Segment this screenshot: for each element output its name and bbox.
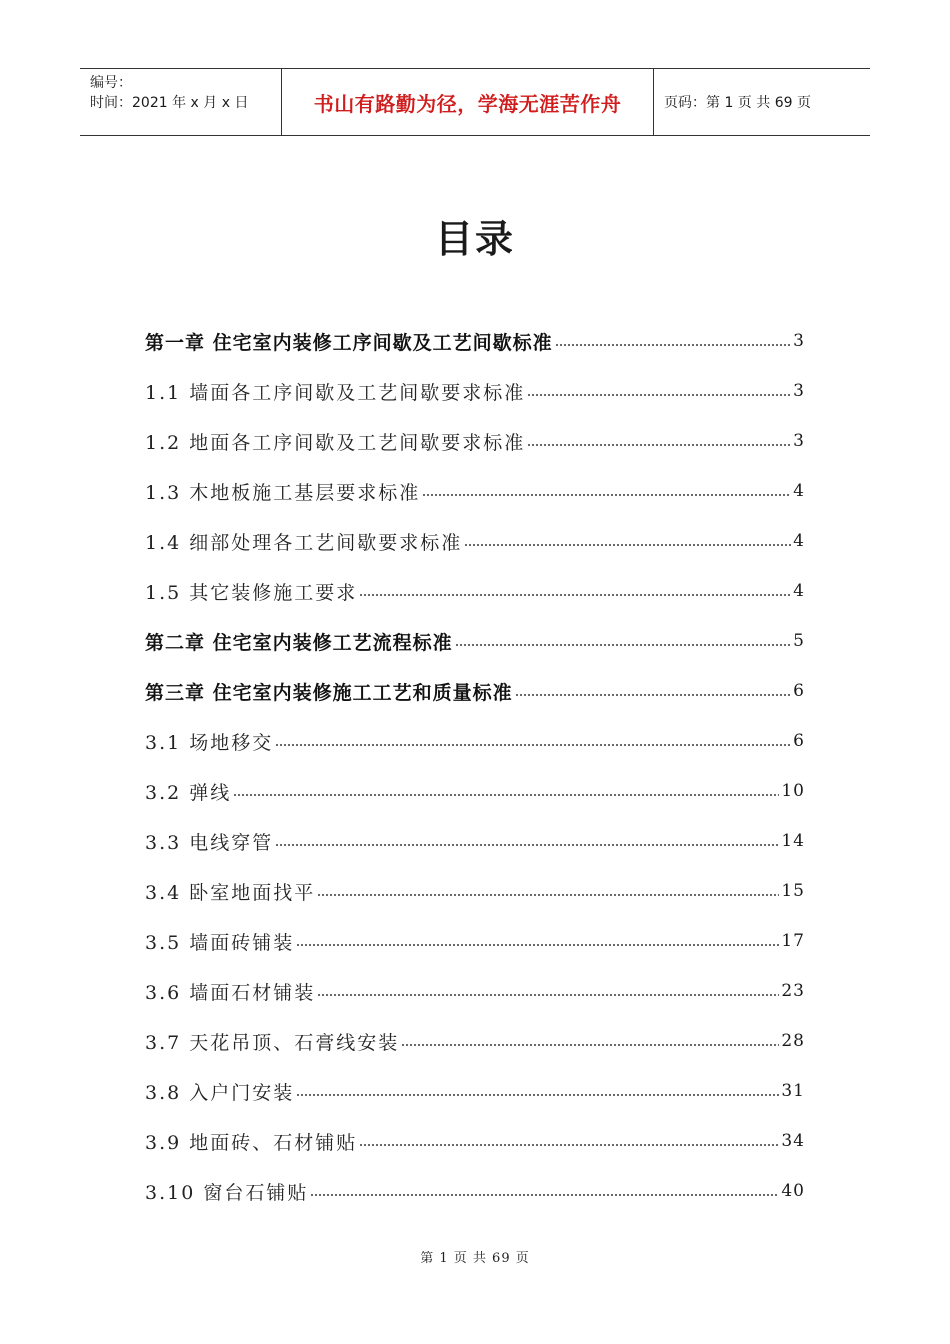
toc-entry-page-number: 10 [781, 781, 805, 801]
toc-entry-page-number: 15 [781, 881, 805, 901]
toc-entry-label: 3.9 地面砖、石材铺贴 [145, 1131, 358, 1154]
toc-entry-label: 3.6 墙面石材铺装 [145, 981, 316, 1004]
document-number-label: 编号： [90, 75, 132, 91]
toc-entry-page-number: 34 [781, 1131, 805, 1151]
toc-entry-label: 3.5 墙面砖铺装 [145, 931, 295, 954]
toc-dot-leader [275, 844, 779, 846]
toc-dot-leader [527, 394, 791, 396]
toc-section-entry[interactable] [145, 416, 805, 466]
toc-section-entry[interactable] [145, 466, 805, 516]
toc-chapter-entry[interactable] [145, 666, 805, 716]
toc-entry-label: 3.2 弹线 [145, 781, 232, 804]
toc-dot-leader [515, 694, 792, 696]
toc-dot-leader [464, 544, 791, 546]
toc-section-entry[interactable] [145, 866, 805, 916]
toc-chapter-entry[interactable] [145, 616, 805, 666]
header-page-cell [654, 69, 870, 135]
toc-section-entry[interactable] [145, 716, 805, 766]
toc-entry-label: 第三章 住宅室内装修施工工艺和质量标准 [145, 681, 513, 704]
header-page-info: 页码：第 1 页 共 69 页 [664, 95, 811, 111]
toc-entry-label: 1.1 墙面各工序间歇及工艺间歇要求标准 [145, 381, 526, 404]
toc-dot-leader [527, 444, 791, 446]
toc-entry-label: 1.2 地面各工序间歇及工艺间歇要求标准 [145, 431, 526, 454]
toc-entry-page-number: 40 [781, 1181, 805, 1201]
header-motto-cell [282, 69, 654, 135]
toc-entry-page-number: 31 [781, 1081, 805, 1101]
toc-section-entry[interactable] [145, 516, 805, 566]
toc-dot-leader [317, 894, 779, 896]
toc-entry-label: 1.4 细部处理各工艺间歇要求标准 [145, 531, 463, 554]
toc-entry-page-number: 3 [793, 381, 805, 401]
toc-entry-label: 第二章 住宅室内装修工艺流程标准 [145, 631, 453, 654]
header-meta [80, 69, 282, 135]
toc-dot-leader [275, 744, 791, 746]
toc-section-entry[interactable] [145, 1116, 805, 1166]
toc-section-entry[interactable] [145, 766, 805, 816]
toc-section-entry[interactable] [145, 1166, 805, 1216]
toc-entry-label: 3.7 天花吊顶、石膏线安装 [145, 1031, 400, 1054]
toc-entry-label: 3.8 入户门安装 [145, 1081, 295, 1104]
toc-entry-page-number: 4 [793, 531, 805, 551]
toc-dot-leader [555, 344, 792, 346]
toc-section-entry[interactable] [145, 916, 805, 966]
toc-dot-leader [455, 644, 792, 646]
toc-entry-page-number: 17 [781, 931, 805, 951]
toc-entry-page-number: 5 [793, 631, 805, 651]
toc-chapter-entry[interactable] [145, 316, 805, 366]
toc-section-entry[interactable] [145, 966, 805, 1016]
toc-entry-page-number: 3 [793, 431, 805, 451]
toc-section-entry[interactable] [145, 816, 805, 866]
toc-section-entry[interactable] [145, 366, 805, 416]
toc-dot-leader [310, 1194, 779, 1196]
toc-entry-page-number: 3 [793, 331, 805, 351]
page-header [80, 68, 870, 136]
toc-dot-leader [422, 494, 791, 496]
toc-dot-leader [296, 944, 779, 946]
header-motto: 书山有路勤为径，学海无涯苦作舟 [313, 91, 622, 116]
toc-dot-leader [296, 1094, 779, 1096]
toc-entry-page-number: 23 [781, 981, 805, 1001]
toc-dot-leader [359, 594, 791, 596]
toc-entry-label: 1.3 木地板施工基层要求标准 [145, 481, 421, 504]
toc-section-entry[interactable] [145, 1016, 805, 1066]
toc-entry-label: 3.4 卧室地面找平 [145, 881, 316, 904]
toc-dot-leader [233, 794, 779, 796]
toc-section-entry[interactable] [145, 1066, 805, 1116]
toc-entry-page-number: 14 [781, 831, 805, 851]
toc-entry-label: 3.3 电线穿管 [145, 831, 274, 854]
toc-entry-label: 3.1 场地移交 [145, 731, 274, 754]
toc-entry-page-number: 28 [781, 1031, 805, 1051]
table-of-contents [145, 316, 805, 1216]
toc-entry-page-number: 4 [793, 581, 805, 601]
toc-entry-page-number: 6 [793, 731, 805, 751]
toc-entry-label: 第一章 住宅室内装修工序间歇及工艺间歇标准 [145, 331, 553, 354]
toc-dot-leader [401, 1044, 779, 1046]
toc-section-entry[interactable] [145, 566, 805, 616]
toc-entry-page-number: 4 [793, 481, 805, 501]
toc-entry-label: 3.10 窗台石铺贴 [145, 1181, 309, 1204]
document-time-label: 时间：2021 年 x 月 x 日 [90, 95, 249, 111]
toc-dot-leader [359, 1144, 779, 1146]
page-footer: 第 1 页 共 69 页 [420, 1251, 530, 1266]
toc-entry-page-number: 6 [793, 681, 805, 701]
toc-entry-label: 1.5 其它装修施工要求 [145, 581, 358, 604]
document-title: 目录 [434, 217, 515, 261]
toc-dot-leader [317, 994, 779, 996]
